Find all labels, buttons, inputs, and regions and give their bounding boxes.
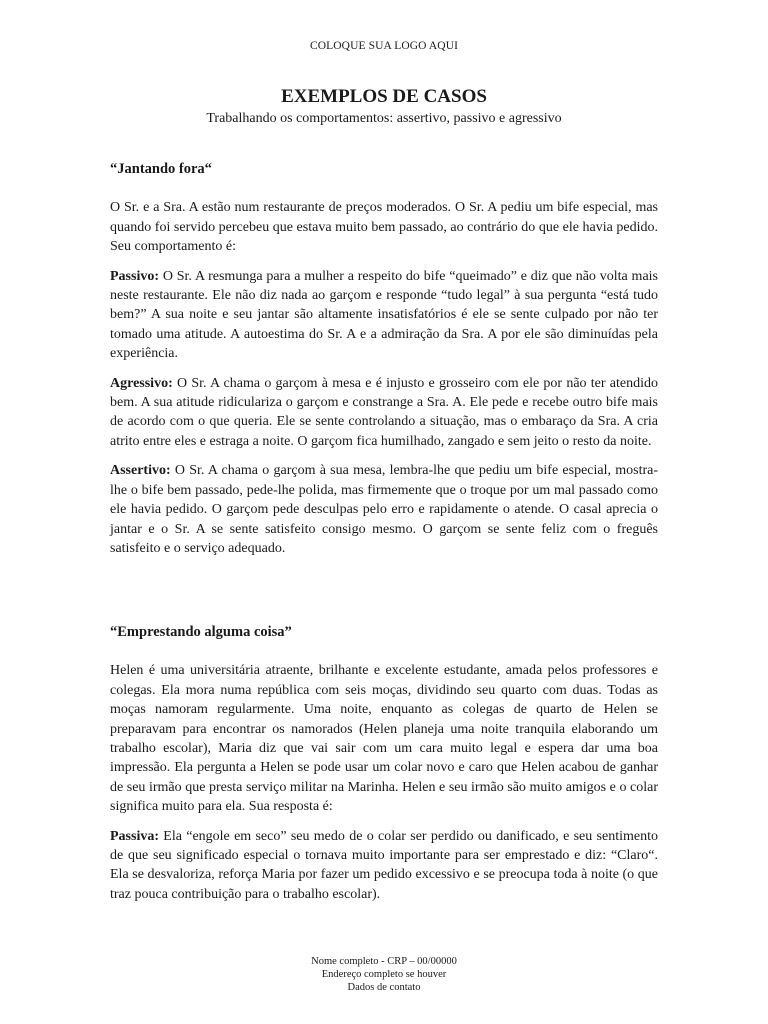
passivo-paragraph <box>110 267 658 364</box>
passivo-text: O Sr. A resmunga para a mulher a respeito do bife “queimado” e diz que não volta mais neste restaurante. Ele não diz nada ao garçom e responde “tudo legal” à sua pergunta “está tudo bem?” A sua noite e seu jantar são altamente insatisfatórios é ele se sente culpado por não ter tomado uma atitude. A autoestima do Sr. A e a admiração da Sra. A por ele são diminuídas pela experiência. <box>110 268 658 362</box>
case-jantando-fora <box>110 160 658 558</box>
passiva-text: Ela “engole em seco” seu medo de o colar ser perdido ou danificado, e seu sentimento de que seu significado especial o tornava muito importante para ser emprestado e diz: “Claro“. Ela se desvaloriza, reforça Maria por fazer um pedido excessivo e se preocupa toda à noite (o que traz pouca contribuição para o trabalho escolar). <box>110 828 658 902</box>
case-intro: O Sr. e a Sra. A estão num restaurante de preços moderados. O Sr. A pediu um bife especial, mas quando foi servido percebeu que estava muito bem passado, ao contrário do que ele havia pedido. Seu comportamento é: <box>110 200 658 255</box>
case-emprestando-alguma-coisa <box>110 623 658 904</box>
agressivo-paragraph <box>110 374 658 452</box>
footer-address: Endereço completo se houver <box>321 969 447 980</box>
footer-name: Nome completo - CRP – 00/00000 <box>311 956 457 967</box>
document-subtitle: Trabalhando os comportamentos: assertivo, passivo e agressivo <box>206 111 562 126</box>
passivo-label: Passivo: <box>110 268 159 284</box>
page-footer <box>0 955 768 994</box>
assertivo-text: O Sr. A chama o garçom à sua mesa, lembra-lhe que pediu um bife especial, mostra-lhe o bife bem passado, pede-lhe polida, mas firmemente que o troque por um mal passado como ele havia pedido. O garçom pede desculpas pelo erro e rapidamente o atende. O casal aprecia o jantar e o Sr. A se sente satisfeito consigo mesmo. O garçom se sente feliz com o freguês satisfeito e o serviço adequado. <box>110 463 658 556</box>
passiva-paragraph <box>110 827 658 905</box>
assertivo-label: Assertivo: <box>110 463 171 479</box>
footer-contact: Dados de contato <box>347 982 421 993</box>
assertivo-paragraph <box>110 461 658 558</box>
agressivo-label: Agressivo: <box>110 375 173 391</box>
logo-placeholder: COLOQUE SUA LOGO AQUI <box>309 40 459 52</box>
case-title: “Emprestando alguma coisa” <box>110 624 292 640</box>
case-title: “Jantando fora“ <box>110 161 212 177</box>
agressivo-text: O Sr. A chama o garçom à mesa e é injusto e grosseiro com ele por não ter atendido bem. A sua atitude ridiculariza o garçom e constrange a Sra. A. Ele pede e recebe outro bife mais de acordo com o que queria. Ele se sente controlando a situação, mas o embaraço da Sra. A cria atrito entre eles e estraga a noite. O garçom fica humilhado, zangado e sem jeito o resto da noite. <box>110 375 658 449</box>
passiva-label: Passiva: <box>110 828 159 844</box>
document-title: EXEMPLOS DE CASOS <box>281 86 487 107</box>
case-intro: Helen é uma universitária atraente, brilhante e excelente estudante, amada pelos professores e colegas. Ela mora numa república com seis moças, dividindo seu quarto com duas. Todas as moças namoram regularmente. Uma noite, enquanto as colegas de quarto de Helen se preparavam para encontrar os namorados (Helen planeja uma noite tranquila elaborando um trabalho escolar), Maria diz que vai sair com um cara muito legal e espera dar uma boa impressão. Ela pergunta a Helen se pode usar um colar novo e caro que Helen acabou de ganhar de seu irmão que presta serviço militar na Marinha. Helen e seu irmão são muito amigos e o colar significa muito para ela. Sua resposta é: <box>110 663 658 815</box>
